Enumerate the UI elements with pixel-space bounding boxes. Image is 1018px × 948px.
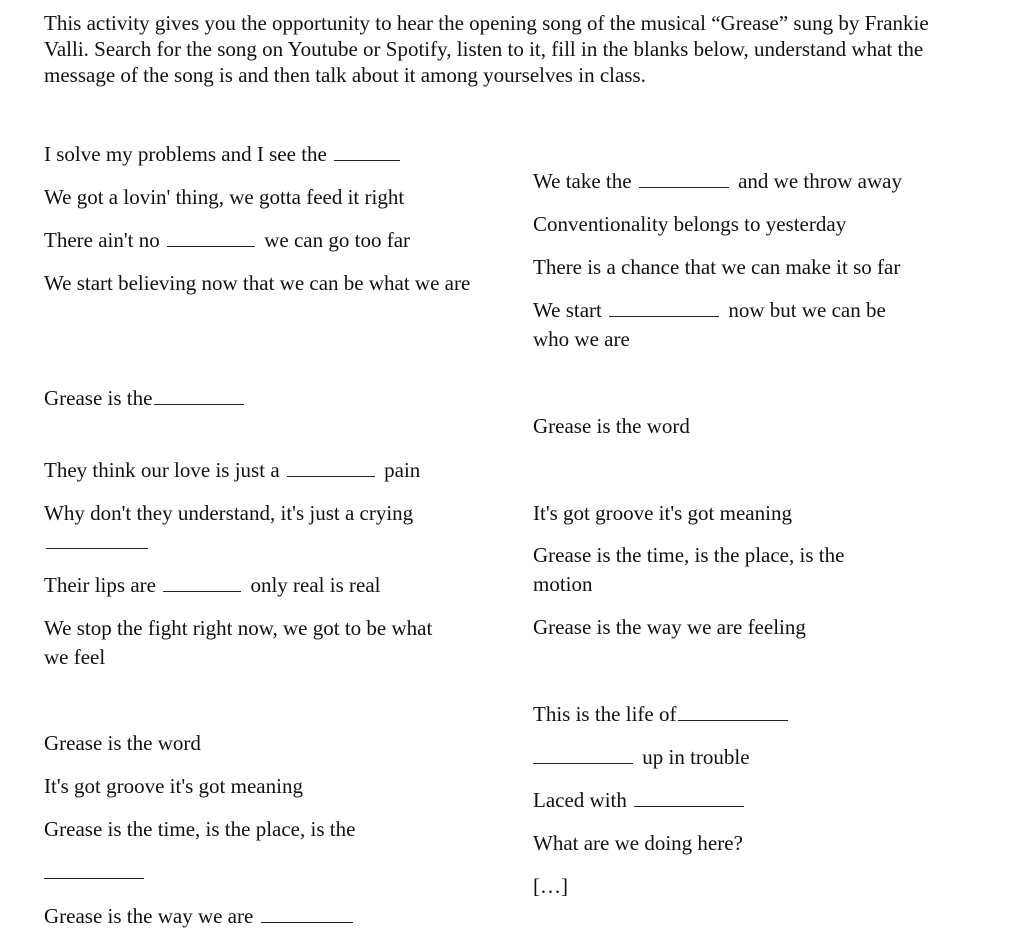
lyric-line: up in trouble (533, 743, 750, 772)
lyric-line: We stop the fight right now, we got to be what we feel (44, 616, 433, 669)
lyric-line: It's got groove it's got meaning (533, 501, 792, 525)
lyric-line: We got a lovin' thing, we gotta feed it right (44, 185, 405, 209)
lyric-line (44, 858, 148, 887)
lyric-line: Grease is the way we are (44, 902, 357, 931)
lyric-line: […] (533, 874, 568, 898)
blank-input[interactable] (167, 228, 255, 247)
lyric-line: Laced with (533, 786, 748, 815)
lyric-line: We take the and we throw away (533, 169, 902, 193)
lyric-line: What are we doing here? (533, 831, 743, 855)
lyric-line: This is the life of (533, 700, 792, 729)
blank-input[interactable] (678, 702, 788, 721)
blank-input[interactable] (163, 573, 241, 592)
blank-input[interactable] (634, 788, 744, 807)
lyric-line: Conventionality belongs to yesterday (533, 212, 847, 236)
lyric-line: Grease is the (44, 384, 248, 413)
intro-paragraph: This activity gives you the opportunity to hear the opening song of the musical “Grease” sung by Frankie Valli. Search for the song on Youtube or Spotify, listen to it, fill in the blanks below, understand what the message of the song is and then talk about it among yourselves in class. (44, 11, 929, 87)
lyric-line: Grease is the time, is the place, is the (44, 817, 356, 841)
blank-input[interactable] (533, 745, 633, 764)
lyric-line: Why don't they understand, it's just a crying (44, 499, 414, 557)
lyric-line: Grease is the time, is the place, is the motion (533, 543, 845, 596)
blank-input[interactable] (334, 142, 400, 161)
lyric-line: They think our love is just a pain (44, 458, 421, 482)
blank-input[interactable] (46, 530, 148, 549)
blank-input[interactable] (261, 904, 353, 923)
lyric-line: Grease is the way we are feeling (533, 615, 806, 639)
blank-input[interactable] (154, 386, 244, 405)
lyric-line: It's got groove it's got meaning (44, 774, 303, 798)
lyric-line: Their lips are only real is real (44, 573, 381, 597)
lyric-line: Grease is the word (533, 414, 690, 438)
blank-input[interactable] (609, 298, 719, 317)
lyric-line: There is a chance that we can make it so far (533, 255, 901, 279)
blank-input[interactable] (639, 169, 729, 188)
blank-input[interactable] (44, 860, 144, 879)
lyric-line: There ain't no we can go too far (44, 228, 411, 252)
lyric-line: We start believing now that we can be what we are (44, 271, 471, 295)
blank-input[interactable] (287, 458, 375, 477)
lyric-line: We start now but we can be (533, 298, 886, 322)
lyric-line: I solve my problems and I see the (44, 140, 404, 169)
lyric-line: who we are (533, 327, 630, 351)
lyric-line: Grease is the word (44, 731, 201, 755)
